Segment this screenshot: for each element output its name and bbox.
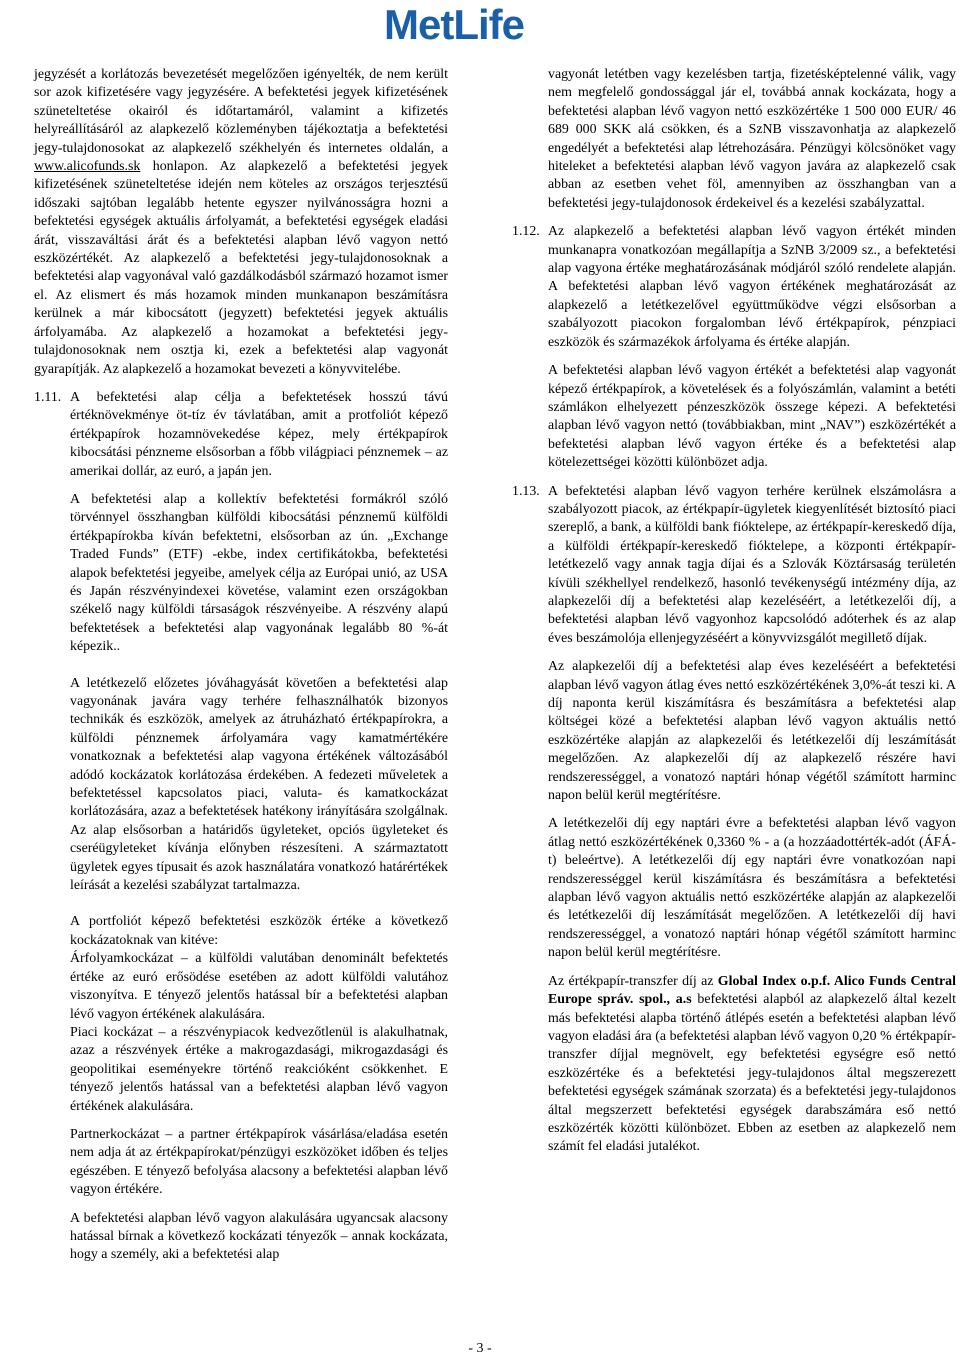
section-1-13	[512, 483, 956, 649]
paragraph-counterparty-risk: Partnerkockázat – a partner értékpapírok vásárlása/eladása esetén nem adja át az értékpapírokat/pénzügyi eszközöket időben és teljes egészében. E tényező befolyása alacsony a befektetési alapban lévő vagyon értékére.	[70, 1126, 448, 1198]
fund-name: Global Index o.p.f. Alico Funds Central Europe správ. spol., a.s	[548, 973, 956, 1008]
paragraph-text: befektetési alapból az alapkezelő által kezelt más befektetési alapba történő átlépés esetén a befektetési alapban lévő vagyon eladási ára (a befektetési alapban lévő vagyon 0,20 % értékpapír-transzfer díjjal megnövelt, egy befektetési egységre eső nettó eszközértéke és a befektetési jegy-tulajdonos által megszerezett befektetési egységek számának szorzata) és a befektetési jegy-tulajdonos által megszerzett befektetési egységek darabszámára eső nettó eszközérték közötti különbözet. Ebben az esetben az alapkezelő nem számít fel eladási jutalékot.	[548, 992, 956, 1155]
section-number: 1.13.	[512, 483, 540, 499]
paragraph-risks-intro: A portfoliót képező befektetési eszközök értéke a következő kockázatoknak van kitéve:	[70, 914, 448, 948]
paragraph-hedging: A letétkezelő előzetes jóváhagyását követően a befektetési alap vagyonának javára vagy terhére felhasználhatók bizonyos technikák és eszközök, amelyek az átruházható értékpapírokra, a külföldi pénznemek árfolyamára vagy kamatmértékére vonatkoznak a befektetési alap vagyona értékének változásából adódó kockázatok korlátozása érdekében. A fedezeti műveletek a befektetéssel kapcsolatos piaci, valuta- és kamatkockázat korlátozására, azaz a befektetések hatékony irányítására szolgálnak. Az alap elsősorban a határidős ügyleteket, opciós ügyleteket és cseréügyleteket kívánja előnyben részesíteni. A származtatott ügyletek egyes típusait és azok használatára vonatkozó határértékek leírását a kezelési szabályzat tartalmazza.	[70, 675, 448, 894]
paragraph-management-fee: Az alapkezelői díj a befektetési alap éves kezeléséért a befektetési alapban lévő vagyon átlag éves nettó eszközértékének 3,0%-át teszi ki. A díj naponta kerül kiszámításra és beszámításra a befektetési alap költségei közé a befektetési alapban lévő vagyon aktuális nettó eszközértéke alapján az alapkezelői és letétkezelői díj leszámítását megelőzően. Az alapkezelői díj az alapkezelő részére havi rendszerességgel, a vonatozó naptári hónap végétől számított harminc napon belül kerül megtérítésre.	[548, 659, 956, 804]
paragraph-currency-risk: Árfolyamkockázat – a külföldi valutában denominált befektetés értéke az euró erősödése esetében az adott külföldi valutához viszonyítva. E tényező jelentős hatással bír a befektetési alapban lévő vagyon értékének alakulására.	[70, 951, 448, 1022]
section-text: Az alapkezelő a befektetési alapban lévő vagyon értékét minden munkanapra vonatkozóan megállapítja a SzNB 3/2009 sz., a befektetési alap vagyona értéke meghatározásának módjáról szóló rendelete alapján. A befektetési alapban lévő vagyon értékének meghatározását az alapkezelő a letétkezelővel együttműködve végzi elsősorban a szabályozott piacokon forgalomban lévő értékpapírok, pénzpiaci eszközök és származékok árfolyama és értéke alapján.	[548, 224, 956, 350]
paragraph-continuation: vagyonát letétben vagy kezelésben tartja, fizetésképtelenné válik, vagy nem megfelelő gondossággal jár el, továbbá annak kockázata, hogy a befektetési alapban lévő vagyon nettó eszközértéke 1 500 000 EUR/ 46 689 000 SKK alá csökken, és a SzNB visszavonhatja az alapkezelő engedélyét a befektetési alap létrehozására. Pénzügyi kölcsönöket vagy hiteleket a befektetési alapban lévő vagyon javára az alapkezelő csak abban az esetben vehet föl, amennyiben az összhangban van a befektetési jegy-tulajdonosok érdekeivel és a kezelési szabályzattal.	[548, 67, 956, 211]
paragraph-transfer-fee	[548, 973, 956, 1157]
alicofunds-link[interactable]: www.alicofunds.sk	[34, 159, 141, 175]
right-column	[512, 66, 956, 1157]
paragraph-custodian-fee: A letétkezelői díj egy naptári évre a befektetési alapban lévő vagyon átlag nettó eszközértékének 0,3360 % - a (a hozzáadottérték-adót (ÁFÁ-t) beleértve). A letétkezelői díj egy naptári évre vonatkozóan napi rendszerességgel kerül kiszámításra és beszámításra a befektetési alapban lévő vagyon aktuális nettó eszközértéke alapján az alapkezelői és letétkezelői díj leszámítását megelőzően. A letétkezelői díj havi rendszerességgel, a vonatozó naptári hónap végétől számított harminc napon belül kerül megtérítésre.	[548, 816, 956, 961]
section-text: A befektetési alap célja a befektetések hosszú távú értéknövekménye öt-tíz év távlatában, amit a protfoliót képező értékpapírok hozamnövekedése képez, mely értékpapírok kibocsátási pénzneme elsősorban a főbb világpiaci pénznemek – az amerikai dollár, az euró, a japán jen.	[70, 389, 448, 479]
section-number: 1.11.	[34, 389, 62, 405]
paragraph-market-risk: Piaci kockázat – a részvénypiacok kedvezőtlenül is alakulhatnak, azaz a részvények értéke a makrogazdasági, mikrogazdasági és geopolitikai eseményekre történő reakcióként csökkenhet. E tényező jelentős hatással van a befektetési alapban lévő vagyon értékének alakulására.	[70, 1024, 448, 1114]
left-column	[34, 66, 448, 1265]
section-text: A befektetési alapban lévő vagyon terhére kerülnek elszámolásra a szabályozott piacok, az értékpapír-ügyletek kiegyenlítését biztosító piaci szereplő, a bank, a külföldi bank fióktelepe, az értékpapír-kereskedő díja, a külföldi értékpapír-kereskedő fióktelepe, a központi értékpapír-letétkezelő vagy annak tagja díjai és a Szlovák Köztársaság területén kívüli székhellyel rendelkező, hasonló tevékenységű intézmény díja, az alapkezelői díj a befektetési alap kezeléséért, a letétkezelői díj, a befektetési alapban lévő vagyonhoz kapcsolódó adóterhek és az alap éves beszámolója ellenjegyzéséért a könyvvizsgálót megillető díjak.	[548, 483, 956, 646]
paragraph-suspension	[34, 66, 448, 379]
paragraph-other-risks: A befektetési alapban lévő vagyon alakulására ugyancsak alacsony hatással bírnak a következő kockázati tényezők – annak kockázata, hogy a személy, aki a befektetési alap	[70, 1210, 448, 1263]
metlife-logo: MetLife	[384, 1, 524, 48]
page-number: - 3 -	[468, 1341, 492, 1356]
section-number: 1.12.	[512, 224, 540, 240]
paragraph-investment-policy: A befektetési alap a kollektív befektetési formákról szóló törvénnyel összhangban külföldi kibocsátási pénznemű külföldi értékpapírokba kíván befektetni, elsősorban az ún. „Exchange Traded Funds” (ETF) -ekbe, index certifikátokba, befektetési alapok befektetési jegyeibe, amelyek célja az Európai unió, az USA és Japán részvényindexei követése, valamint ezen országokban székelő nagy külföldi társaságok részvényeibe. A részvény alapú befektetések a befektetési alap vagyonának legalább 80 %-át képezik..	[70, 491, 448, 655]
paragraph-nav: A befektetési alapban lévő vagyon értékét a befektetési alap vagyonát képező értékpapírok, a követelések és a folyószámlán, valamint a betéti számlákon elhelyezett pénzeszközök összege képezi. A befektetési alapban lévő vagyon nettó (továbbiakban, mint „NAV”) eszközértékét a befektetési alapban lévő vagyon értéke és a befektetési alap kötelezettségei közötti különbözet adja.	[548, 363, 956, 471]
paragraph-text: jegyzését a korlátozás bevezetését megelőzően igényelték, de nem került sor azok kifizetésére vagy jegyzésére. A befektetési jegyek kifizetésének szüneteltetése okairól és időtartamáról, valamint a kifizetés helyreállításáról az alapkezelő közleményben tájékoztatja a befektetési jegy-tulajdonosokat az alapkezelő székhelyén és internetes oldalán, a	[34, 67, 448, 156]
paragraph-text: Az értékpapír-transzfer díj az	[548, 973, 718, 989]
section-1-11	[34, 389, 448, 481]
paragraph-text: honlapon. Az alapkezelő a befektetési jegyek kifizetésének szüneteltetése idején nem köteles az országos terjesztésű időszaki sajtóban legalább hetente egyszer nyilvánosságra hozni a befektetési egységek aktuális árfolyamát, a befektetési egységek eladási árát, visszaváltási árát és a befektetési alapban lévő vagyon nettó eszközértékét. Az alapkezelő a befektetési jegy-tulajdonosoknak a befektetési alap vagyonával való gazdálkodásból származó hozamot ismer el. Az elismert és más hozamok minden munkanapon beszámításra kerülnek a már kibocsátott (jegyzett) befektetési jegyek aktuális árfolyamába. Az alapkezelő a hozamokat a befektetési jegy-tulajdonosoknak nem osztja ki, ezek a befektetési alap vagyonát gyarapítják. Az alapkezelő a hozamokat bevezeti a könyvvitelébe.	[34, 159, 448, 377]
section-1-12	[512, 223, 956, 352]
